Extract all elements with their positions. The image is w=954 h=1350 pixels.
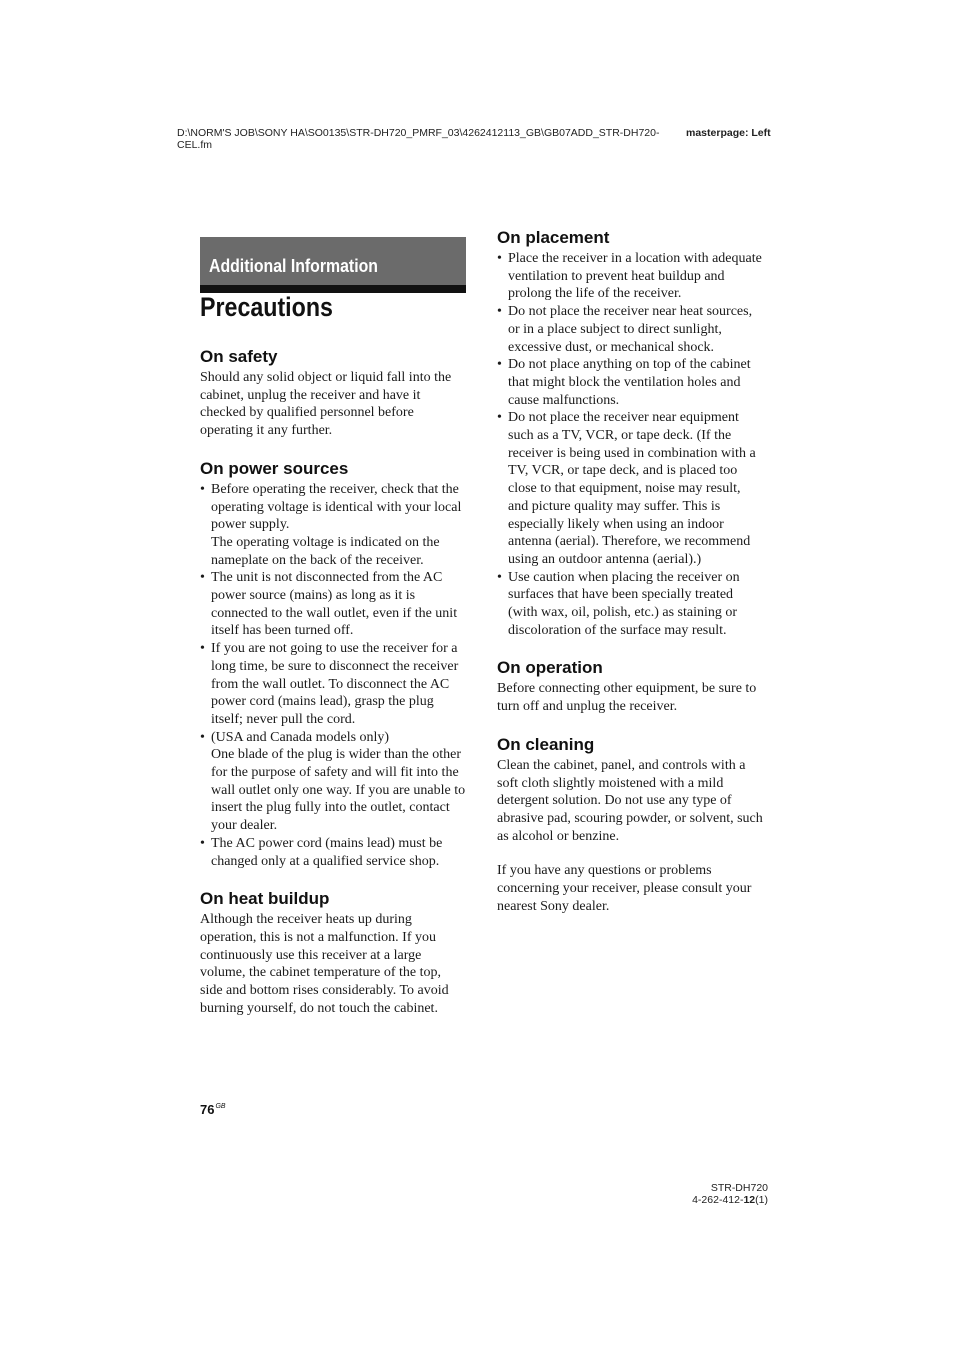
power-item-4: (USA and Canada models only) [211, 729, 390, 745]
list-item: • Do not place the receiver near equipment such as a TV, VCR, or tape deck. (If the receiver is being used in combination with a TV, VCR, or tape deck, and is placed too close to that equipment, noise may result, and picture quality may suffer. This is especially likely when using an indoor antenna (aerial). Therefore, we recommend using an outdoor antenna (aerial).) [497, 409, 763, 568]
section-banner [200, 237, 466, 293]
list-item: • The unit is not disconnected from the AC power source (mains) as long as it is connected to the wall outlet, even if the unit itself has been turned off. [200, 569, 466, 640]
page-number [200, 1102, 226, 1117]
part-code: 4-262-412-12(1) [692, 1194, 768, 1206]
section-cleaning [497, 734, 763, 916]
power-item-1: Before operating the receiver, check that the operating voltage is identical with your local power supply. [211, 481, 462, 533]
right-column [497, 227, 763, 934]
list-item: • Place the receiver in a location with adequate ventilation to prevent heat buildup and prolong the life of the receiver. [497, 250, 763, 303]
page-suffix: GB [215, 1103, 226, 1110]
left-column [200, 346, 466, 1036]
model-name: STR-DH720 [710, 1182, 768, 1194]
section-placement [497, 227, 763, 639]
list-item [200, 481, 466, 570]
section-safety [200, 346, 466, 440]
model-info [640, 1182, 768, 1206]
safety-body: Should any solid object or liquid fall into the cabinet, unplug the receiver and have it checked by qualified personnel before operating it any further. [200, 370, 452, 439]
heading-cleaning: On cleaning [497, 734, 595, 754]
masterpage-label: masterpage: Left [686, 127, 771, 139]
list-item: • Do not place anything on top of the cabinet that might block the ventilation holes and cause malfunctions. [497, 356, 763, 409]
heading-power-sources: On power sources [200, 458, 349, 478]
heading-heat-buildup: On heat buildup [200, 889, 330, 909]
list-item: • If you are not going to use the receiver for a long time, be sure to disconnect the receiver from the wall outlet. To disconnect the AC power cord (mains lead), grasp the plug itself; never pull the cord. [200, 640, 466, 729]
page-number-value: 76 [200, 1102, 215, 1117]
list-item [200, 729, 466, 835]
power-list [200, 481, 466, 870]
placement-list [497, 250, 763, 639]
heat-body: Although the receiver heats up during operation, this is not a malfunction. If you continuously use this receiver at a large volume, the cabinet temperature of the top, side and bottom rises considerably. To avoid burning yourself, do not touch the cabinet. [200, 912, 449, 1016]
list-item: • Do not place the receiver near heat sources, or in a place subject to direct sunlight, excessive dust, or mechanical shock. [497, 303, 763, 356]
section-power-sources [200, 458, 466, 870]
list-item: • The AC power cord (mains lead) must be changed only at a qualified service shop. [200, 835, 466, 870]
dealer-note: If you have any questions or problems concerning your receiver, please consult your nearest Sony dealer. [497, 863, 752, 914]
power-item-1-extra: The operating voltage is indicated on the nameplate on the back of the receiver. [211, 534, 440, 568]
file-path: D:\NORM'S JOB\SONY HA\SO0135\STR-DH720_PMRF_03\4262412113_GB\GB07ADD_STR-DH720-CEL.fm [177, 127, 660, 151]
list-item: • Use caution when placing the receiver on surfaces that have been specially treated (with wax, oil, polish, etc.) as staining or discoloration of the surface may result. [497, 569, 763, 640]
banner-label: Additional Information [209, 256, 378, 276]
section-heat-buildup [200, 888, 466, 1017]
cleaning-body: Clean the cabinet, panel, and controls with a soft cloth slightly moistened with a mild detergent solution. Do not use any type of abrasive pad, scouring powder, or solvent, such as alcohol or benzine. [497, 757, 763, 844]
page-title: Precautions [200, 292, 333, 322]
heading-placement: On placement [497, 228, 610, 247]
heading-safety: On safety [200, 347, 278, 366]
operation-body: Before connecting other equipment, be sure to turn off and unplug the receiver. [497, 681, 757, 715]
heading-operation: On operation [497, 658, 603, 678]
power-item-4-extra: One blade of the plug is wider than the other for the purpose of safety and will fit into the wall outlet only one way. If you are unable to insert the plug fully into the outlet, contact your dealer. [211, 747, 466, 834]
section-operation [497, 657, 763, 715]
